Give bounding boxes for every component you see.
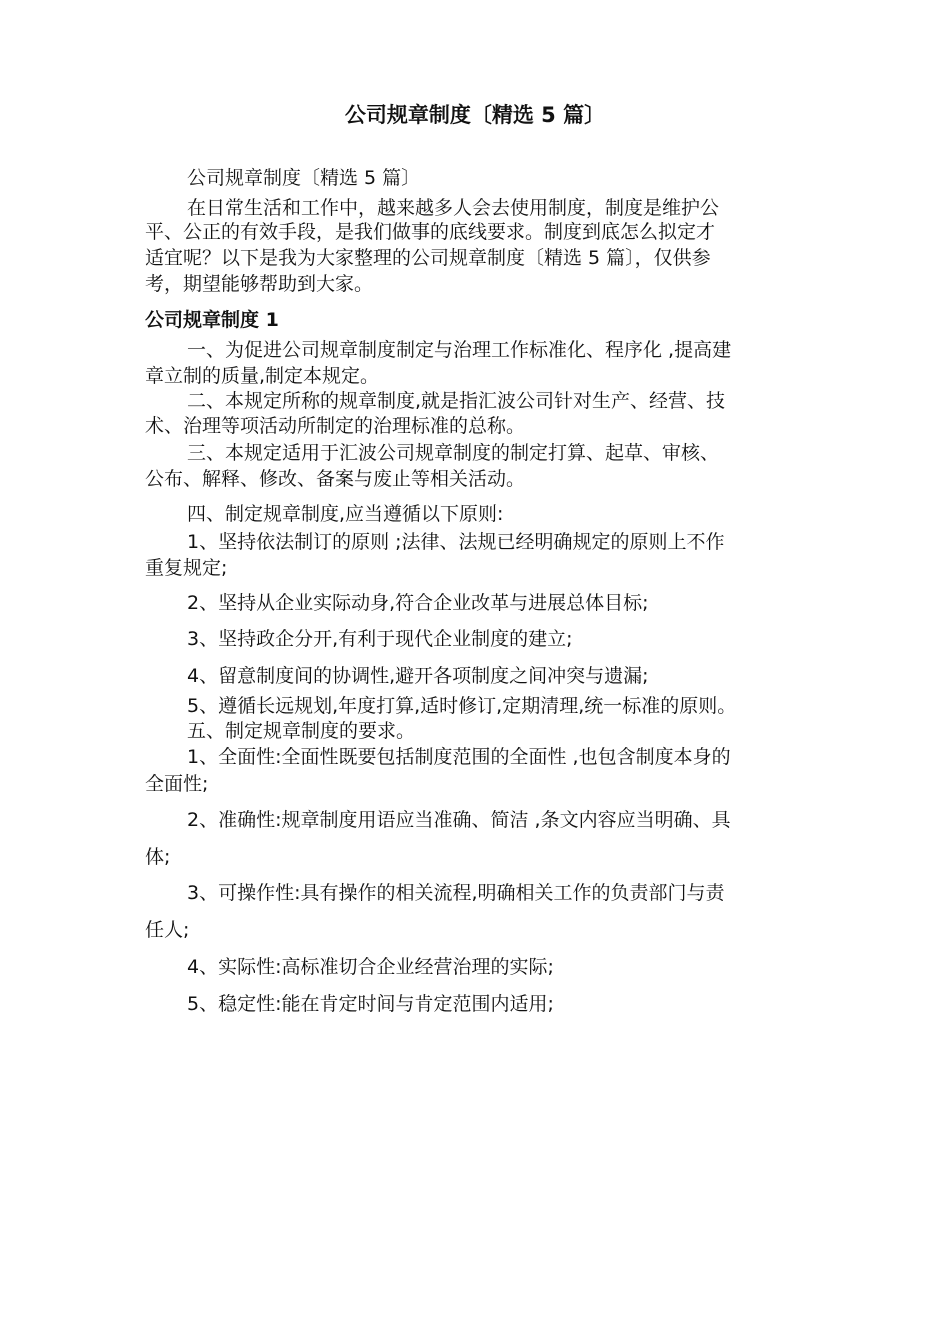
body-line: 3、坚持政企分开,有利于现代企业制度的建立; xyxy=(187,628,573,650)
body-line: 四、制定规章制度,应当遵循以下原则: xyxy=(187,503,504,525)
body-line: 章立制的质量,制定本规定。 xyxy=(145,365,380,387)
section-heading: 公司规章制度 1 xyxy=(145,309,279,331)
body-line: 1、坚持依法制订的原则 ;法律、法规已经明确规定的原则上不作 xyxy=(187,531,725,553)
body-line: 体; xyxy=(145,846,171,868)
body-line: 一、为促进公司规章制度制定与治理工作标准化、程序化 ,提高建 xyxy=(187,339,732,361)
body-line: 术、治理等项活动所制定的治理标准的总称。 xyxy=(145,415,526,437)
body-line: 全面性; xyxy=(145,773,209,795)
body-line: 三、本规定适用于汇波公司规章制度的制定打算、起草、审核、 xyxy=(187,442,720,464)
intro-paragraph-line: 适宜呢？以下是我为大家整理的公司规章制度〔精选 5 篇〕，仅供参 xyxy=(145,247,711,269)
intro-paragraph-line: 在日常生活和工作中，越来越多人会去使用制度，制度是维护公 xyxy=(187,197,720,219)
body-line: 二、本规定所称的规章制度,就是指汇波公司针对生产、经营、技 xyxy=(187,390,726,412)
body-line: 4、留意制度间的协调性,避开各项制度之间冲突与遗漏; xyxy=(187,665,649,687)
body-line: 4、实际性:高标准切合企业经营治理的实际; xyxy=(187,956,554,978)
body-line: 2、坚持从企业实际动身,符合企业改革与进展总体目标; xyxy=(187,592,649,614)
intro-paragraph-line: 平、公正的有效手段，是我们做事的底线要求。制度到底怎么拟定才 xyxy=(145,221,716,243)
body-line: 5、遵循长远规划,年度打算,适时修订,定期清理,统一标准的原则。 xyxy=(187,695,737,717)
body-line: 五、制定规章制度的要求。 xyxy=(187,720,416,742)
body-line: 任人; xyxy=(145,919,190,941)
body-line: 重复规定; xyxy=(145,557,228,579)
body-line: 3、可操作性:具有操作的相关流程,明确相关工作的负责部门与责 xyxy=(187,882,725,904)
document-title: 公司规章制度〔精选 5 篇〕 xyxy=(344,103,606,127)
body-line: 公布、解释、修改、备案与废止等相关活动。 xyxy=(145,468,526,490)
intro-paragraph-line: 考，期望能够帮助到大家。 xyxy=(145,273,374,295)
body-line: 2、准确性:规章制度用语应当准确、简洁 ,条文内容应当明确、具 xyxy=(187,809,731,831)
intro-subtitle: 公司规章制度〔精选 5 篇〕 xyxy=(187,167,421,189)
body-line: 5、稳定性:能在肯定时间与肯定范围内适用; xyxy=(187,993,554,1015)
body-line: 1、全面性:全面性既要包括制度范围的全面性 ,也包含制度本身的 xyxy=(187,746,731,768)
